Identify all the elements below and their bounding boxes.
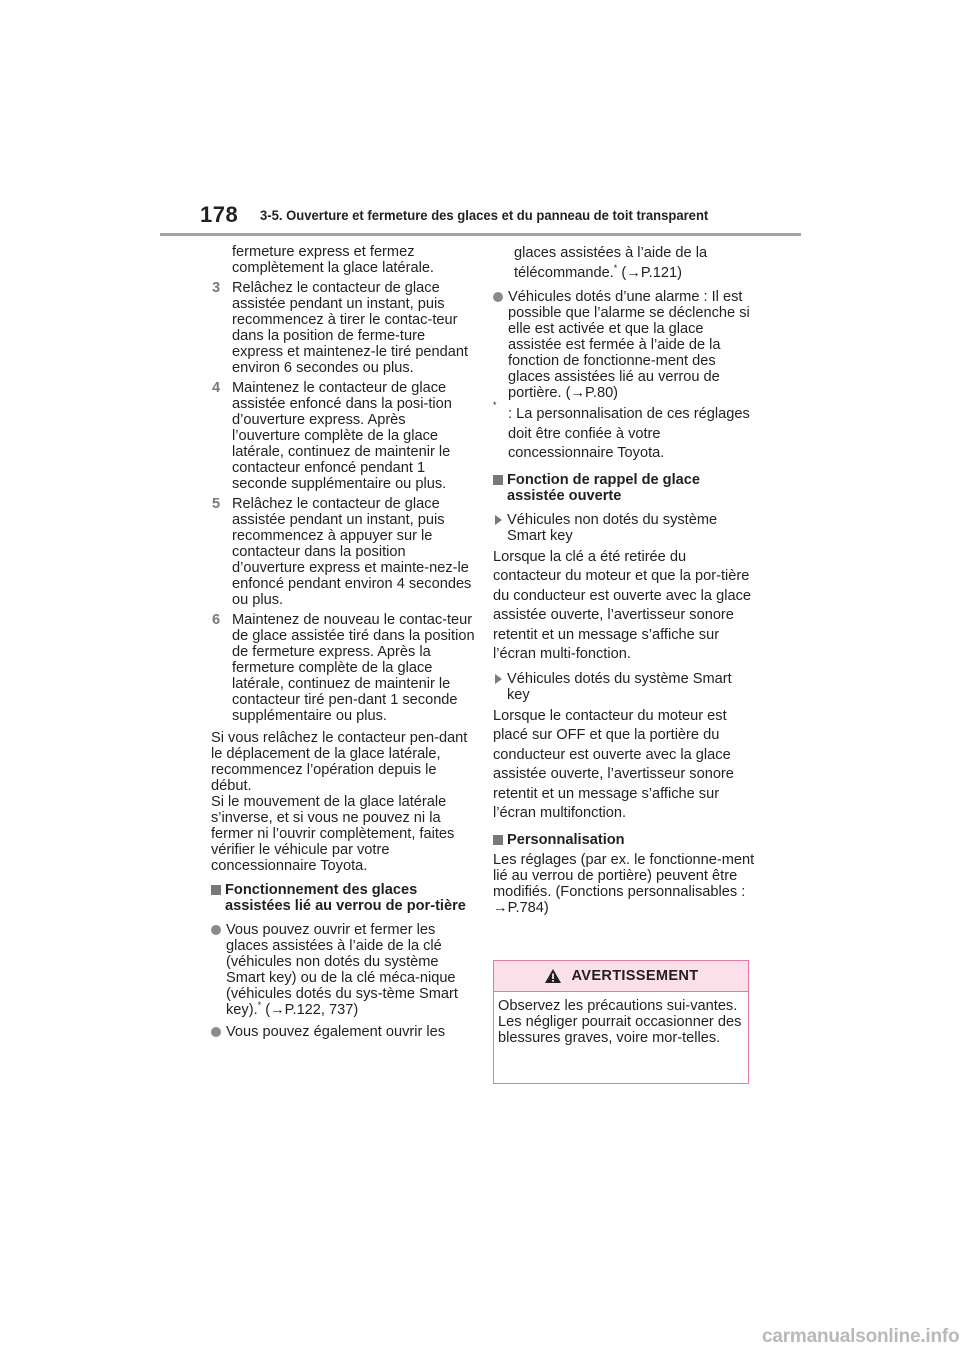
warning-text: Observez les précautions sui-vantes. [498, 998, 738, 1014]
note-paragraph: Si vous relâchez le contacteur pen-dant le déplacement de la glace latérale, recommencez l’opération depuis le début. [211, 730, 468, 794]
note-paragraph: Si le mouvement de la glace latérale s’inverse, et si vous ne pouvez ni la fermer ni l’ouvrir complètement, faites vérifier le véhicule par votre concessionnaire Toyota. [211, 794, 455, 874]
right-column [493, 244, 757, 916]
body-text: Les réglages (par ex. le fonctionne-ment lié au verrou de portière) peuvent être modifiés. (Fonctions personnalisables : →P.784) [493, 851, 755, 916]
footnote-mark: * [613, 262, 618, 273]
footnote: * : La personnalisation de ces réglages doit être confiée à votre concessionnaire Toyota. [493, 400, 750, 461]
footnote-mark: * [257, 1000, 262, 1010]
sub-item: Véhicules dotés du système Smart key [493, 671, 757, 703]
warning-title: AVERTISSEMENT [571, 968, 699, 984]
warning-triangle-icon [544, 968, 562, 984]
page-number: 178 [200, 202, 239, 227]
step-4 [211, 380, 477, 492]
page-reference: (→P.122, 737) [265, 1002, 359, 1018]
left-column [211, 244, 477, 1040]
header-rule [160, 233, 801, 236]
circle-bullet-icon [211, 1027, 221, 1037]
step-6 [211, 612, 477, 724]
section-heading: Personnalisation [493, 832, 757, 848]
step-5 [211, 496, 477, 608]
bullet-item: Véhicules dotés d’une alarme : Il est possible que l’alarme se déclenche si elle est activée et que la glace assistée est fermée à l’aide de la fonction de fonctionne-ment des glaces assistées lié au verrou de portière. (→P.80) [493, 289, 757, 401]
page-reference: (→P.121) [621, 264, 682, 281]
step-number: 6 [212, 612, 221, 628]
circle-bullet-icon [493, 292, 503, 302]
square-bullet-icon [493, 475, 503, 485]
warning-box [493, 960, 749, 1084]
step-number: 5 [212, 496, 221, 512]
step-3 [211, 280, 477, 376]
section-title: 3-5. Ouverture et fermeture des glaces et du panneau de toit transparent [260, 208, 709, 224]
step-text: Maintenez de nouveau le contac-teur de glace assistée tiré dans la position de fermeture express. Après la fermeture complète de la glace latérale, continuez de maintenir le contacteur tiré pen-dant 1 seconde supplémentaire ou plus. [232, 612, 475, 724]
body-text: Lorsque la clé a été retirée du contacteur du moteur et que la por-tière du conducteur est ouverte avec la glace assistée ouverte, l’avertisseur sonore retentit et un message s’affiche sur l’écran multi-fonction. [493, 548, 751, 662]
step-text: Relâchez le contacteur de glace assistée pendant un instant, puis recommencez à tirer le contac-teur dans la position de ferme-ture express et maintenez-le tiré pendant environ 6 secondes ou plus. [232, 280, 469, 376]
warning-body [494, 992, 748, 1046]
warning-header [494, 961, 748, 992]
square-bullet-icon [493, 835, 503, 845]
bullet-item: Vous pouvez ouvrir et fermer les glaces assistées à l’aide de la clé (véhicules non dotés du système Smart key) ou de la clé méca-nique (véhicules dotés du sys-tème Smart key).* (→P.122, 737) [211, 922, 477, 1018]
triangle-arrow-icon [495, 674, 502, 684]
section-heading: Fonctionnement des glaces assistées lié au verrou de por-tière [211, 882, 477, 914]
body-text: Lorsque le contacteur du moteur est placé sur OFF et que la portière du conducteur est ouverte avec la glace assistée ouverte, l’avertisseur sonore retentit et un message s’affiche sur l’écran multifonction. [493, 707, 734, 821]
footnote-text: : La personnalisation de ces réglages doit être confiée à votre concessionnaire Toyota. [508, 406, 750, 461]
circle-bullet-icon [211, 925, 221, 935]
square-bullet-icon [211, 885, 221, 895]
step-text: Maintenez le contacteur de glace assistée enfoncé dans la posi-tion d’ouverture express. Après l’ouverture complète de la glace latérale, continuez de maintenir le contacteur enfoncé pendant 1 seconde supplémentaire ou plus. [232, 380, 452, 492]
section-heading: Fonction de rappel de glace assistée ouverte [493, 472, 757, 504]
triangle-arrow-icon [495, 515, 502, 525]
watermark: carmanualsonline.info [762, 1326, 960, 1347]
step-number: 3 [212, 280, 221, 296]
bullet-item: Vous pouvez également ouvrir les [211, 1024, 477, 1040]
step-text: Relâchez le contacteur de glace assistée pendant un instant, puis recommencez à appuyer sur le contacteur dans la position d’ouverture express et mainte-nez-le enfoncé pendant environ 4 secondes ou plus. [232, 496, 472, 608]
warning-text: Les négliger pourrait occasionner des blessures graves, voire mor-telles. [498, 1014, 742, 1046]
intro-text: fermeture express et fermez complètement la glace latérale. [232, 244, 434, 276]
sub-item: Véhicules non dotés du système Smart key [493, 512, 757, 544]
continued-text: glaces assistées à l’aide de la télécommande.* (→P.121) [514, 245, 708, 281]
step-number: 4 [212, 380, 221, 396]
